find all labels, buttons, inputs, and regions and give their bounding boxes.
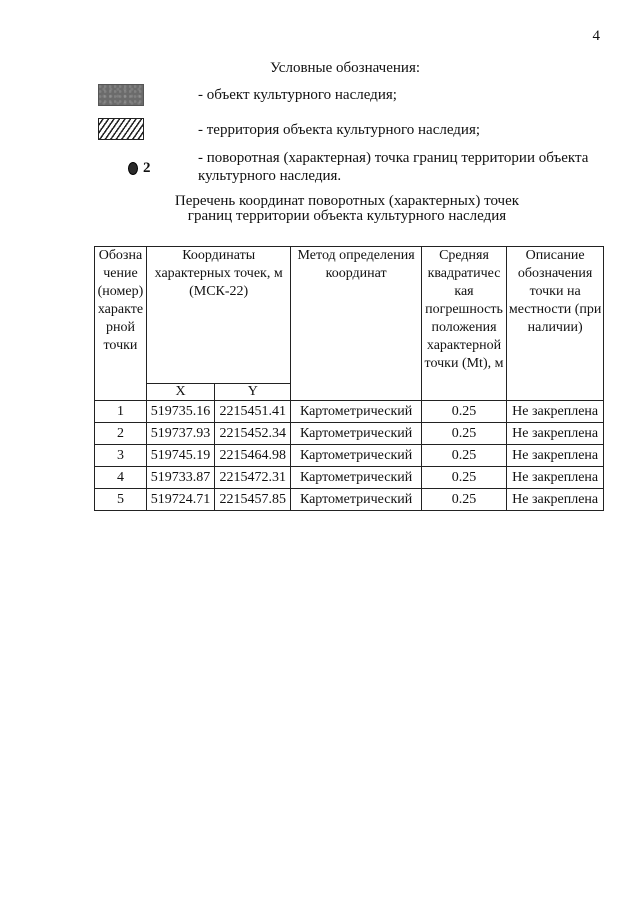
table-row — [95, 445, 604, 467]
cell-method: Картометрический — [291, 467, 421, 489]
cell-method: Картометрический — [291, 445, 421, 467]
table-heading-line2: границ территории объекта культурного наследия — [187, 208, 507, 224]
table-heading-line1: Перечень координат поворотных (характерных) точек — [174, 193, 520, 209]
header-coordinates: Координаты характерных точек, м (МСК-22) — [146, 247, 291, 384]
cell-y: 2215457.85 — [215, 489, 291, 511]
legend-item-object-text: - объект культурного наследия; — [198, 87, 397, 103]
cell-x: 519745.19 — [146, 445, 214, 467]
cell-x: 519737.93 — [146, 423, 214, 445]
header-method: Метод определения координат — [291, 247, 421, 401]
cultural-heritage-object-swatch-icon — [98, 84, 144, 106]
cell-error: 0.25 — [421, 401, 507, 423]
cell-method: Картометрический — [291, 489, 421, 511]
boundary-point-icon — [128, 162, 138, 175]
legend-item-territory-text: - территория объекта культурного наследия; — [198, 122, 481, 138]
cell-y: 2215451.41 — [215, 401, 291, 423]
table-heading — [165, 194, 529, 224]
cell-method: Картометрический — [291, 401, 421, 423]
legend-item-point-text: - поворотная (характерная) точка границ территории объекта культурного наследия. — [198, 150, 589, 184]
boundary-point-label: 2 — [143, 160, 151, 176]
coordinates-table — [94, 246, 604, 511]
cell-x: 519735.16 — [146, 401, 214, 423]
cell-point-number: 4 — [95, 467, 147, 489]
cell-description: Не закреплена — [507, 445, 604, 467]
cell-point-number: 1 — [95, 401, 147, 423]
table-header-row — [95, 247, 604, 384]
cell-error: 0.25 — [421, 467, 507, 489]
cell-y: 2215472.31 — [215, 467, 291, 489]
header-x: X — [146, 384, 214, 401]
cell-point-number: 2 — [95, 423, 147, 445]
cell-error: 0.25 — [421, 423, 507, 445]
header-error: Средняя квадратичес кая погрешность положения характерной точки (Mt), м — [421, 247, 507, 401]
cell-point-number: 3 — [95, 445, 147, 467]
cell-method: Картометрический — [291, 423, 421, 445]
cell-error: 0.25 — [421, 489, 507, 511]
boundary-point-marker — [128, 160, 151, 177]
cell-x: 519724.71 — [146, 489, 214, 511]
table-row — [95, 423, 604, 445]
table-row — [95, 401, 604, 423]
header-y: Y — [215, 384, 291, 401]
cell-x: 519733.87 — [146, 467, 214, 489]
cell-description: Не закреплена — [507, 423, 604, 445]
header-description: Описание обозначения точки на местности (при наличии) — [507, 247, 604, 401]
cell-description: Не закреплена — [507, 489, 604, 511]
header-point-number: Обозна чение (номер) характе рной точки — [95, 247, 147, 401]
cell-y: 2215452.34 — [215, 423, 291, 445]
cell-description: Не закреплена — [507, 467, 604, 489]
cell-error: 0.25 — [421, 445, 507, 467]
table-row — [95, 467, 604, 489]
legend-title: Условные обозначения: — [269, 60, 421, 76]
cultural-heritage-territory-hatch-icon — [98, 118, 144, 140]
cell-y: 2215464.98 — [215, 445, 291, 467]
cell-point-number: 5 — [95, 489, 147, 511]
table-body — [95, 401, 604, 511]
page-number: 4 — [592, 28, 600, 44]
cell-description: Не закреплена — [507, 401, 604, 423]
table-row — [95, 489, 604, 511]
